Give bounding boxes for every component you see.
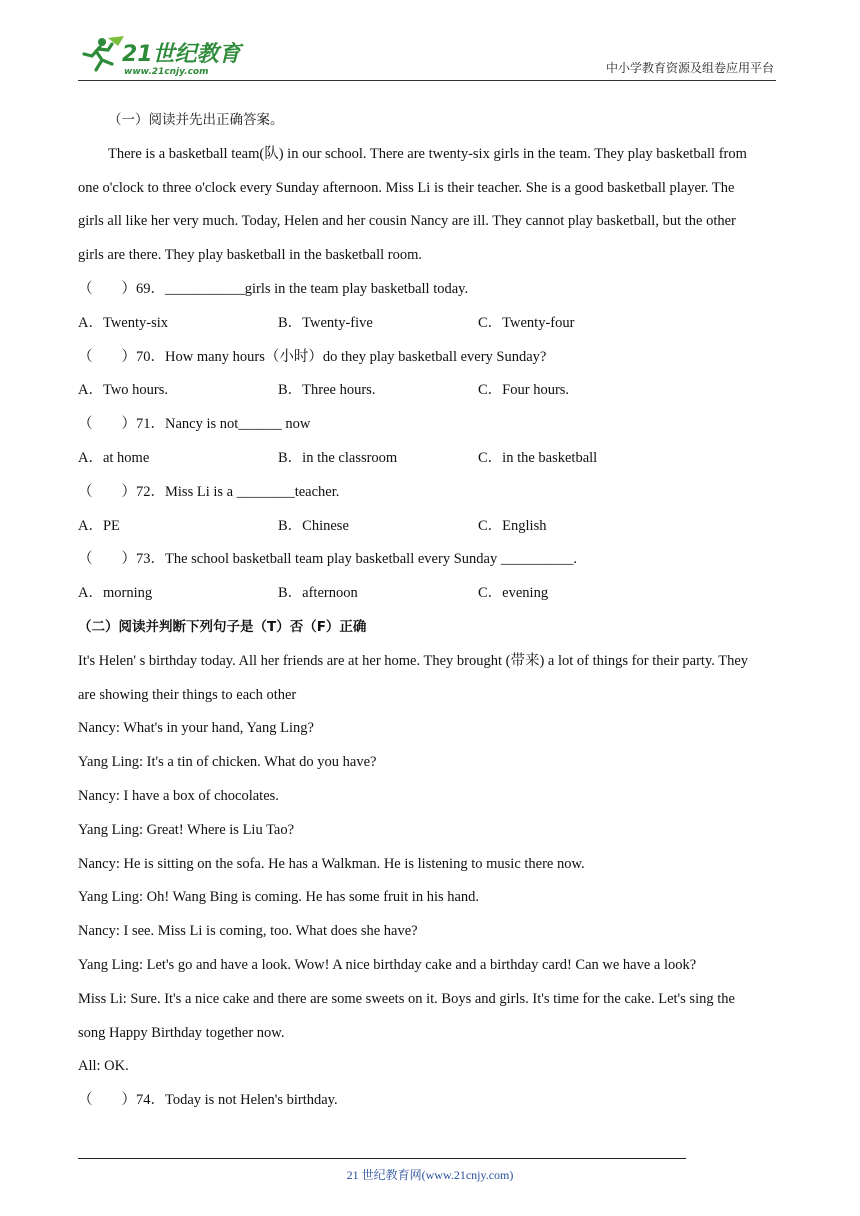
question-stem: （ ）72．Miss Li is a ________teacher. bbox=[78, 483, 340, 500]
option-c: C．English bbox=[478, 517, 547, 534]
footer-text: 21 世纪教育网(www.21cnjy.com) bbox=[346, 1168, 514, 1182]
logo-text: 21世纪教育 bbox=[122, 42, 241, 67]
passage-line: girls are there. They play basketball in the basketball room. bbox=[78, 247, 422, 264]
question-stem: （ ）69．___________girls in the team play basketball today. bbox=[78, 280, 469, 297]
dialogue-line: Yang Ling: It's a tin of chicken. What do you have? bbox=[78, 754, 377, 771]
question-stem: （ ）70．How many hours（小时）do they play basketball every Sunday? bbox=[78, 348, 547, 365]
option-a: A．at home bbox=[78, 449, 150, 466]
question-stem: （ ）73．The school basketball team play basketball every Sunday __________. bbox=[78, 551, 577, 568]
option-b: B．afternoon bbox=[278, 585, 358, 602]
question-options bbox=[78, 307, 784, 341]
question-options bbox=[78, 374, 784, 408]
option-b: B．Three hours. bbox=[278, 382, 376, 399]
option-a: A．Two hours. bbox=[78, 382, 169, 399]
question-options bbox=[78, 577, 784, 611]
dialogue-line: Nancy: I see. Miss Li is coming, too. What does she have? bbox=[78, 923, 418, 940]
dialogue-line: Nancy: I have a box of chocolates. bbox=[78, 787, 279, 804]
dialogue-line: Yang Ling: Let's go and have a look. Wow! A nice birthday cake and a birthday card! Can we have a look? bbox=[78, 956, 697, 973]
dialogue-line: Yang Ling: Oh! Wang Bing is coming. He has some fruit in his hand. bbox=[78, 889, 480, 906]
option-b: B．Twenty-five bbox=[278, 314, 373, 331]
section1-title: （一）阅读并先出正确答案。 bbox=[108, 112, 284, 128]
dialogue-line: Miss Li: Sure. It's a nice cake and there are some sweets on it. Boys and girls. It's time for the cake. Let's sing the bbox=[78, 990, 735, 1007]
page-footer bbox=[0, 1166, 860, 1183]
option-c: C．Twenty-four bbox=[478, 314, 575, 331]
passage-line: girls all like her very much. Today, Helen and her cousin Nancy are ill. They cannot play basketball, but the other bbox=[78, 213, 736, 230]
option-c: C．Four hours. bbox=[478, 382, 570, 399]
option-b: B．Chinese bbox=[278, 517, 349, 534]
option-c: C．in the basketball bbox=[478, 449, 598, 466]
dialogue-line: song Happy Birthday together now. bbox=[78, 1024, 285, 1041]
passage-line: are showing their things to each other bbox=[78, 686, 297, 703]
option-a: A．morning bbox=[78, 585, 153, 602]
option-b: B．in the classroom bbox=[278, 449, 398, 466]
page-header bbox=[78, 34, 776, 81]
question-options bbox=[78, 510, 784, 544]
option-a: A．Twenty-six bbox=[78, 314, 169, 331]
dialogue-line: Nancy: He is sitting on the sofa. He has a Walkman. He is listening to music there now. bbox=[78, 855, 585, 872]
site-logo bbox=[78, 34, 248, 78]
footer-divider bbox=[78, 1158, 686, 1159]
logo-url: www.21cnjy.com bbox=[124, 67, 209, 77]
document-body bbox=[78, 104, 784, 1118]
dialogue-line: Nancy: What's in your hand, Yang Ling? bbox=[78, 720, 314, 737]
passage-line: It's Helen' s birthday today. All her friends are at her home. They brought (带来) a lot of things for their party. They bbox=[78, 652, 749, 669]
option-c: C．evening bbox=[478, 585, 549, 602]
header-platform-text: 中小学教育资源及组卷应用平台 bbox=[605, 61, 774, 75]
passage-line: one o'clock to three o'clock every Sunday afternoon. Miss Li is their teacher. She is a good basketball player. The bbox=[78, 179, 735, 196]
passage-line: There is a basketball team(队) in our school. There are twenty-six girls in the team. They play basketball from bbox=[108, 145, 747, 162]
question-stem: （ ）74．Today is not Helen's birthday. bbox=[78, 1092, 338, 1109]
option-a: A．PE bbox=[78, 517, 120, 534]
question-options bbox=[78, 442, 784, 476]
dialogue-line: All: OK. bbox=[78, 1058, 129, 1075]
dialogue-line: Yang Ling: Great! Where is Liu Tao? bbox=[78, 821, 295, 838]
section2-title: （二）阅读并判断下列句子是（T）否（F）正确 bbox=[78, 618, 367, 635]
question-stem: （ ）71．Nancy is not______ now bbox=[78, 416, 311, 433]
